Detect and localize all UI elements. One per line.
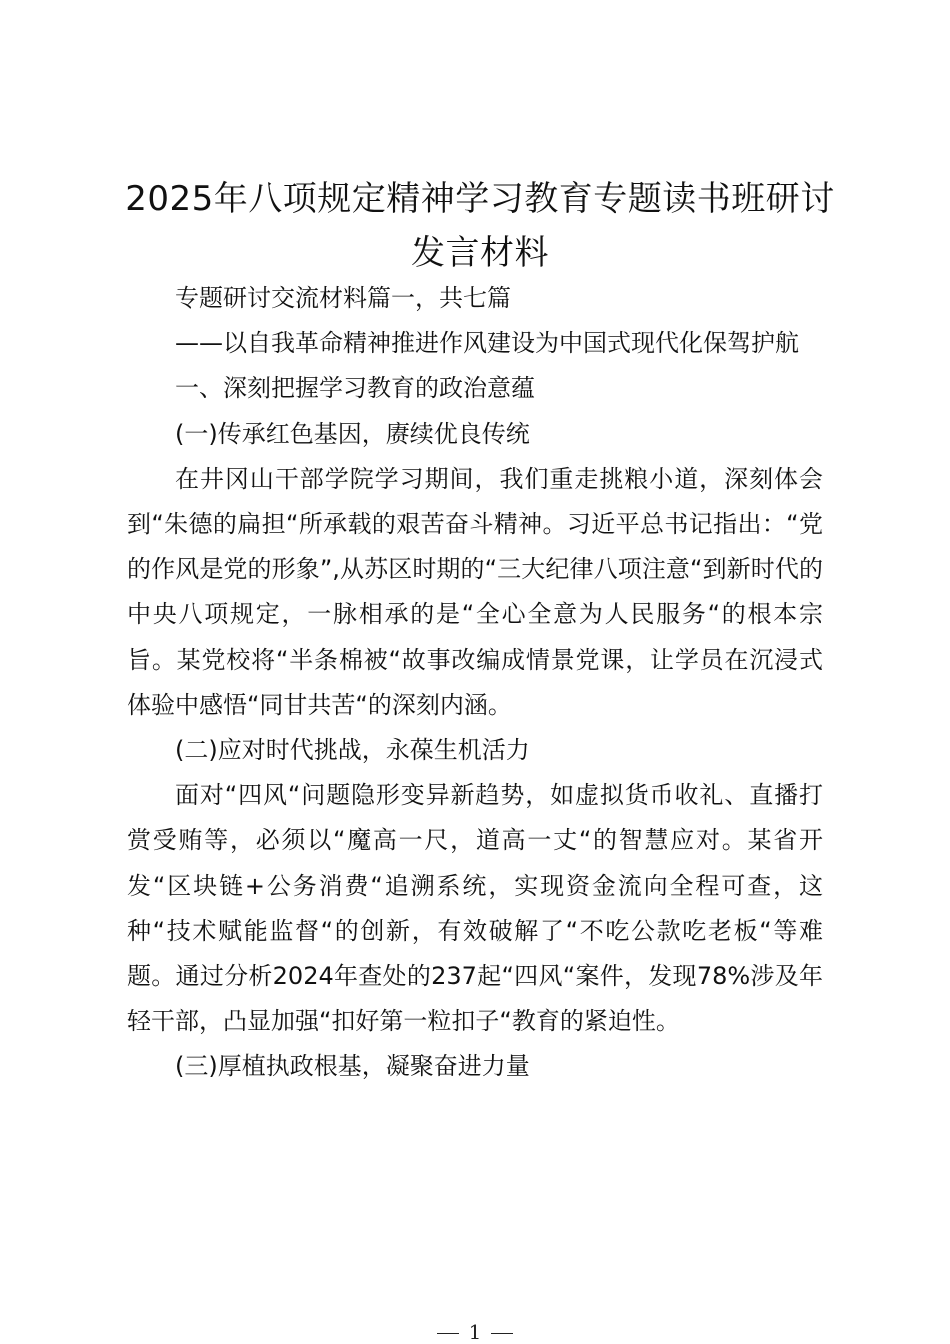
body-paragraph-1: 在井冈山干部学院学习期间，我们重走挑粮小道，深刻体会到“朱德的扁担“所承载的艰苦奋斗精神。习近平总书记指出：“党的作风是党的形象”,从苏区时期的“三大纪律八项注意“到新时代的中央八项规定，一脉相承的是“全心全意为人民服务“的根本宗旨。某党校将“半条棉被“故事改编成情景党课，让学员在沉浸式体验中感悟“同甘共苦“的深刻内涵。 (127, 464, 823, 719)
document-title: 2025年八项规定精神学习教育专题读书班研讨发言材料 (125, 179, 835, 273)
subtitle-series-note: 专题研讨交流材料篇一，共七篇 (175, 284, 511, 312)
document-body (127, 276, 823, 1090)
subsection-heading-1: (一)传承红色基因，赓续优良传统 (175, 419, 530, 448)
section-heading-1: 一、深刻把握学习教育的政治意蕴 (175, 374, 535, 403)
page-footer (0, 1320, 950, 1344)
subtitle-theme: ——以自我革命精神推进作风建设为中国式现代化保驾护航 (175, 329, 799, 358)
footer-dash-left (437, 1333, 459, 1334)
body-paragraph-2: 面对“四风“问题隐形变异新趋势，如虚拟货币收礼、直播打赏受贿等，必须以“魔高一尺，道高一丈“的智慧应对。某省开发“区块链+公务消费“追溯系统，实现资金流向全程可查，这种“技术赋能监督“的创新，有效破解了“不吃公款吃老板“等难题。通过分析2024年查处的237起“四风“案件，发现78%涉及年轻干部，凸显加强“扣好第一粒扣子“教育的紧迫性。 (127, 781, 823, 1036)
subsection-heading-2: (二)应对时代挑战，永葆生机活力 (175, 736, 530, 765)
page-number: 1 (468, 1320, 482, 1344)
footer-dash-right (491, 1333, 513, 1334)
subsection-heading-3: (三)厚植执政根基，凝聚奋进力量 (175, 1052, 530, 1081)
